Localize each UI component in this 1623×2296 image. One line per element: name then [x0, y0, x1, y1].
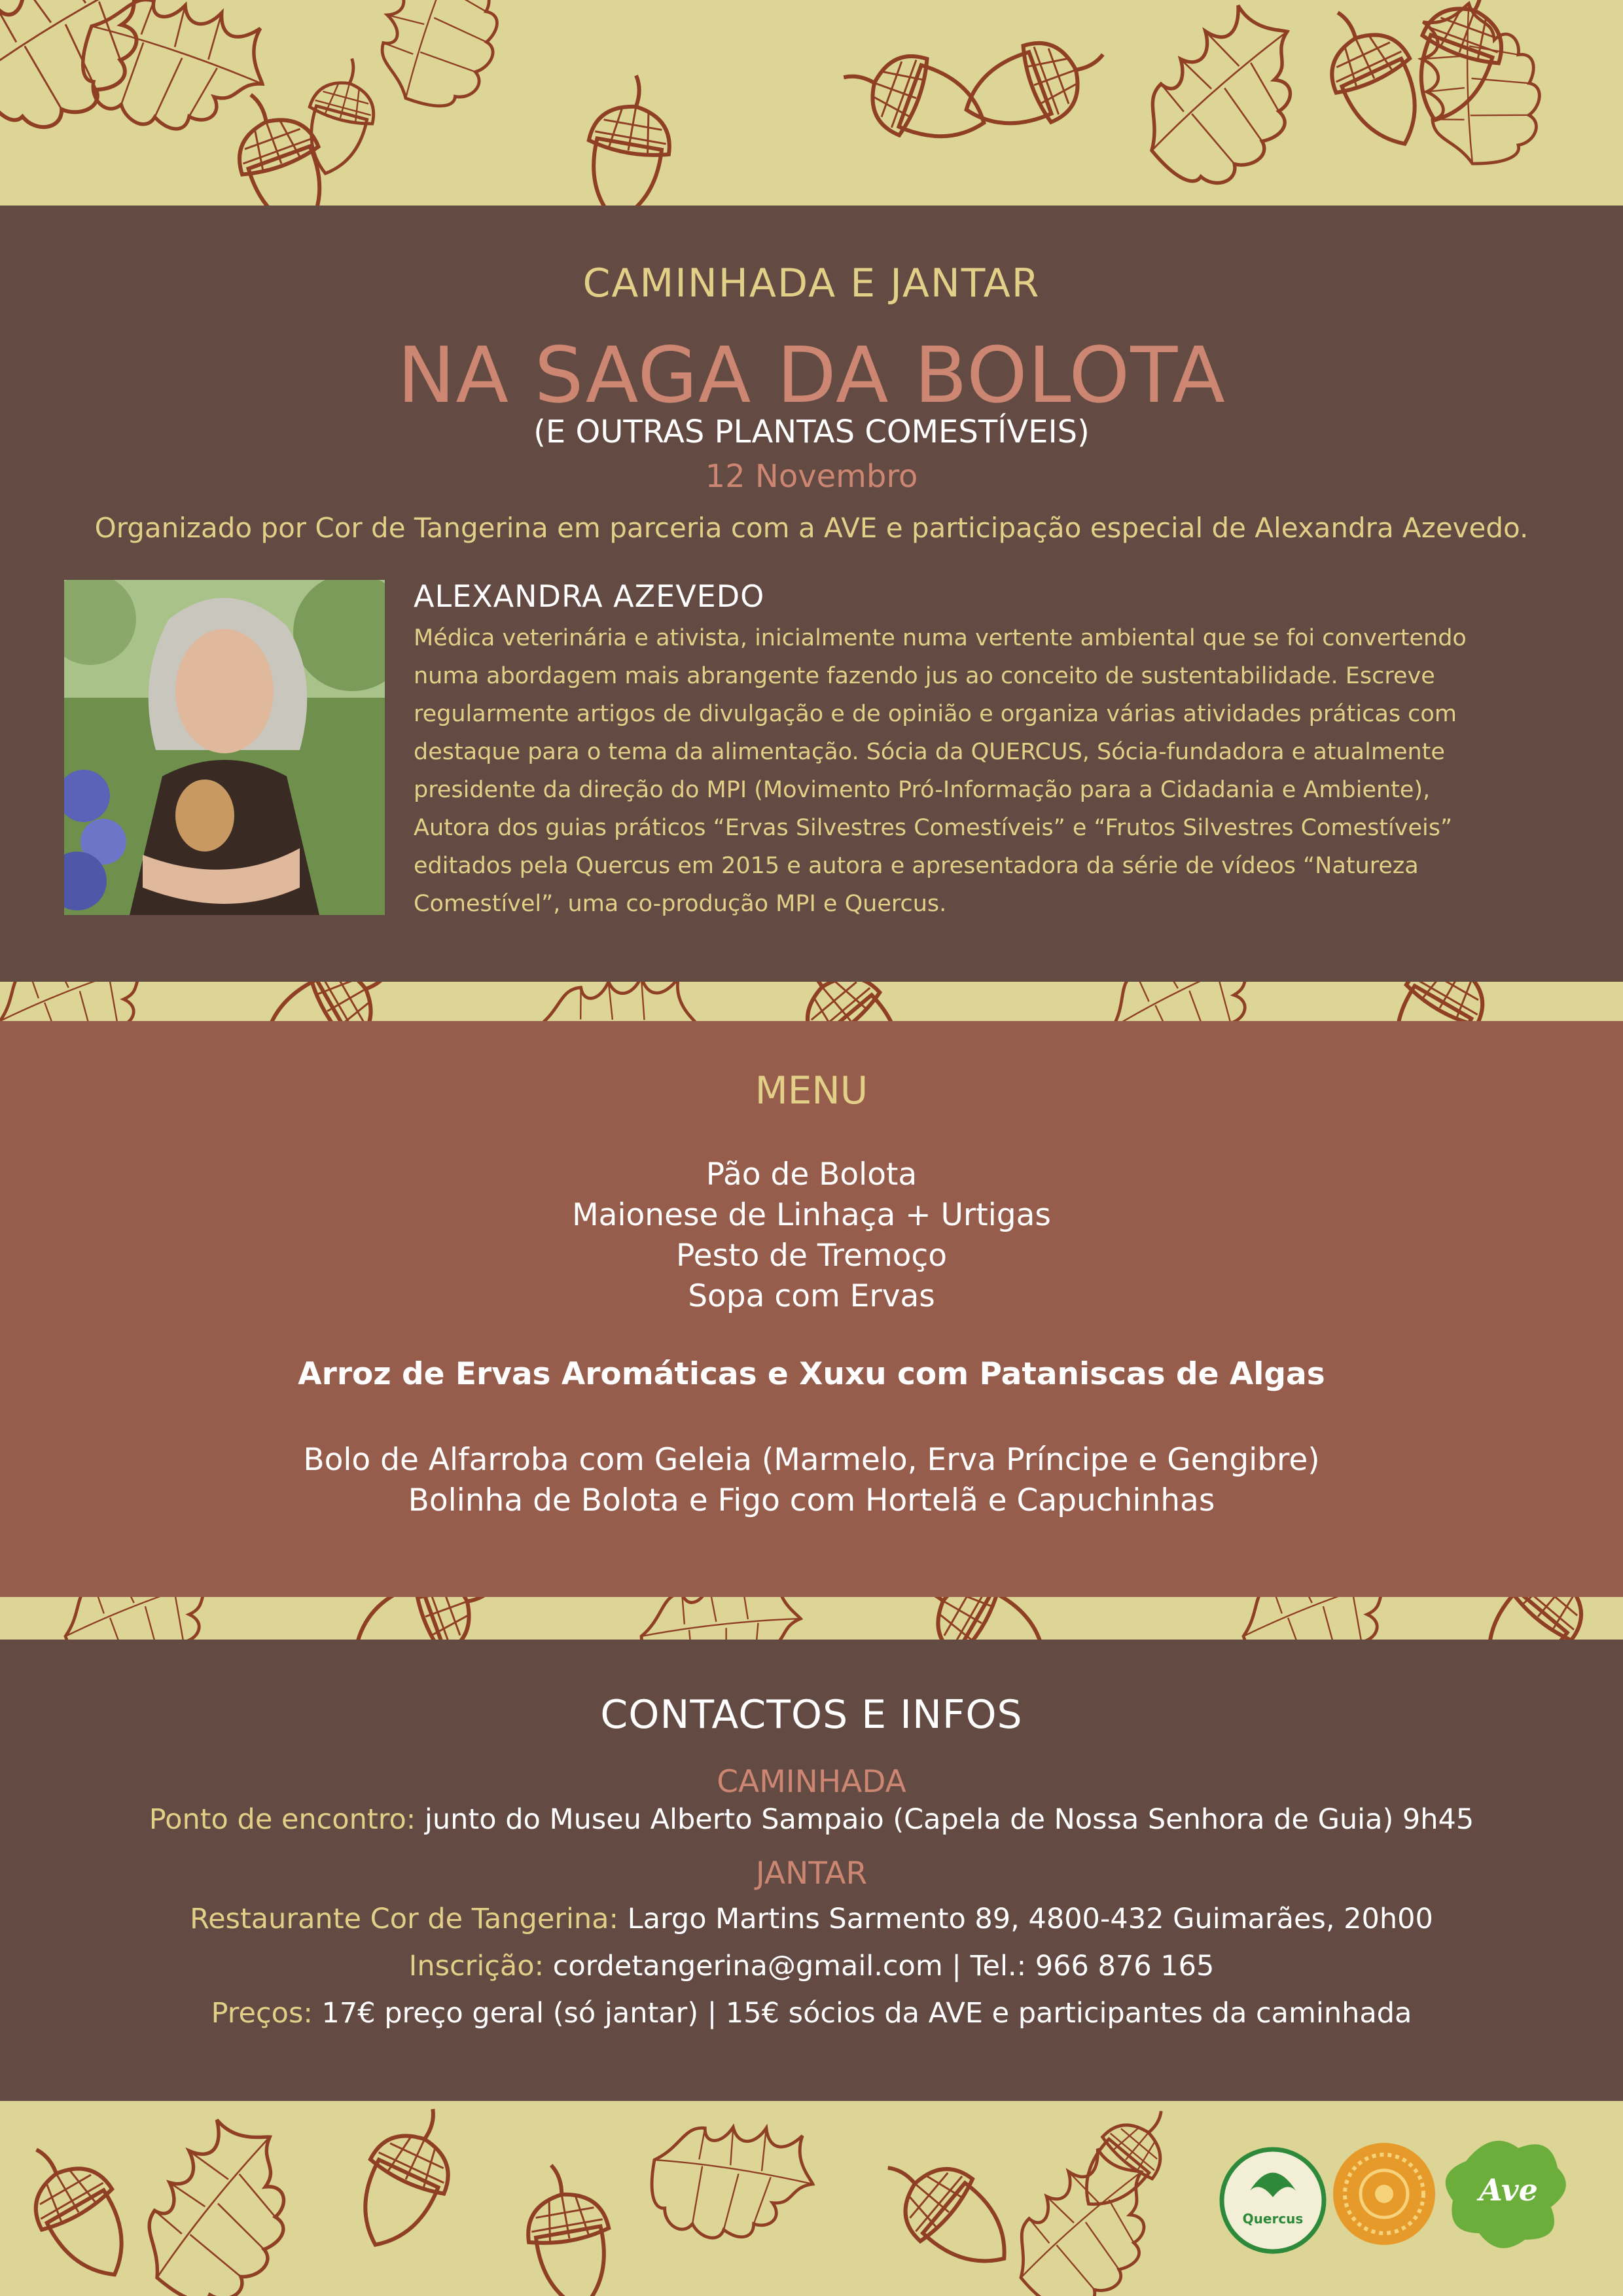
event-header-panel — [0, 206, 1623, 982]
event-type: CAMINHADA E JANTAR — [582, 260, 1041, 306]
speaker-photo — [64, 580, 385, 915]
menu-item: Bolo de Alfarroba com Geleia (Marmelo, Erva Príncipe e Gengibre) — [303, 1442, 1320, 1478]
ave-logo-text: Ave — [1479, 2172, 1538, 2208]
signup-value[interactable]: cordetangerina@gmail.com | Tel.: 966 876 165 — [552, 1950, 1215, 1982]
menu-title: MENU — [755, 1068, 868, 1113]
menu-panel — [0, 1021, 1623, 1597]
event-date: 12 Novembro — [705, 458, 918, 495]
prices-label: Preços: — [211, 1997, 313, 2030]
bio-line: Autora dos guias práticos “Ervas Silvestres Comestíveis” e “Frutos Silvestres Comestíveis” — [414, 815, 1453, 841]
restaurant-line — [0, 1903, 1623, 1935]
menu-item: Pesto de Tremoço — [675, 1238, 948, 1274]
quercus-logo-text: Quercus — [1242, 2211, 1304, 2227]
quercus-logo — [1222, 2149, 1324, 2251]
walk-section-label: CAMINHADA — [717, 1764, 906, 1800]
prices-value: 17€ preço geral (só jantar) | 15€ sócios da AVE e participantes da caminhada — [321, 1997, 1412, 2030]
bio-line: destaque para o tema da alimentação. Sócia da QUERCUS, Sócia-fundadora e atualmente — [414, 739, 1445, 765]
meeting-point-label: Ponto de encontro: — [149, 1803, 416, 1836]
ave-logo — [1446, 2141, 1566, 2248]
prices-line — [0, 1997, 1623, 2030]
menu-desserts — [0, 1440, 1623, 1521]
signup-label: Inscrição: — [408, 1950, 544, 1982]
organizer-line: Organizado por Cor de Tangerina em parceria com a AVE e participação especial de Alexandra Azevedo. — [94, 512, 1529, 544]
meeting-point-value: junto do Museu Alberto Sampaio (Capela de Nossa Senhora de Guia) 9h45 — [424, 1803, 1474, 1836]
signup-line — [0, 1950, 1623, 1982]
bio-line: editados pela Quercus em 2015 e autora e apresentadora da série de vídeos “Natureza — [414, 853, 1419, 879]
bio-line: presidente da direção do MPI (Movimento Pró-Informação para a Cidadania e Ambiente), — [414, 777, 1431, 803]
restaurant-value: Largo Martins Sarmento 89, 4800-432 Guimarães, 20h00 — [627, 1903, 1433, 1935]
contacts-title: CONTACTOS E INFOS — [600, 1692, 1023, 1738]
speaker-name: ALEXANDRA AZEVEDO — [414, 579, 765, 614]
meeting-point-line — [0, 1803, 1623, 1836]
bio-line: Médica veterinária e ativista, inicialmente numa vertente ambiental que se foi convertendo — [414, 625, 1467, 651]
menu-item: Sopa com Ervas — [688, 1278, 935, 1314]
dinner-section-label: JANTAR — [755, 1856, 868, 1892]
menu-item: Pão de Bolota — [705, 1157, 918, 1193]
event-subtitle: (E OUTRAS PLANTAS COMESTÍVEIS) — [533, 414, 1090, 450]
cor-de-tangerina-logo — [1333, 2143, 1435, 2245]
bio-line: numa abordagem mais abrangente fazendo jus ao conceito de sustentabilidade. Escreve — [414, 663, 1435, 689]
menu-main-course: Arroz de Ervas Aromáticas e Xuxu com Pataniscas de Algas — [298, 1356, 1325, 1392]
bio-line: regularmente artigos de divulgação e de opinião e organiza várias atividades práticas com — [414, 701, 1457, 727]
menu-item: Bolinha de Bolota e Figo com Hortelã e Capuchinhas — [408, 1482, 1215, 1518]
partner-logos — [1211, 2109, 1577, 2272]
event-title: NA SAGA DA BOLOTA — [397, 330, 1226, 420]
bio-line: Comestível”, uma co-produção MPI e Quercus. — [414, 891, 947, 917]
contacts-panel — [0, 1640, 1623, 2101]
restaurant-label: Restaurante Cor de Tangerina: — [190, 1903, 618, 1935]
menu-starters — [0, 1155, 1623, 1317]
menu-item: Maionese de Linhaça + Urtigas — [572, 1197, 1051, 1233]
speaker-bio — [414, 619, 1565, 923]
